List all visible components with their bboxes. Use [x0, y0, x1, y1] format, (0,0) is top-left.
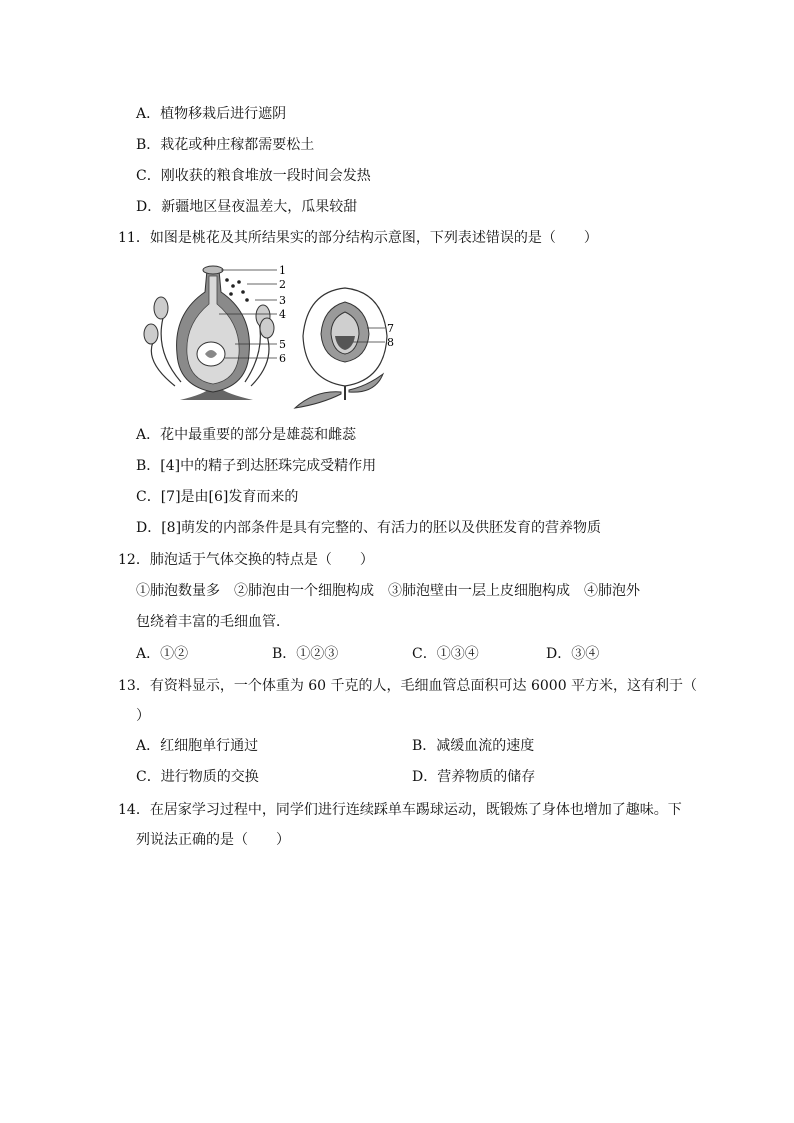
- figure-label-5: 5: [279, 338, 286, 351]
- q12-option-a: A．①②: [136, 646, 189, 662]
- q12-option-c: C．①③④: [412, 646, 479, 662]
- figure-label-3: 3: [279, 294, 286, 307]
- q14-stem-line2: 列说法正确的是（ ）: [136, 832, 290, 848]
- q10-option-a: A．植物移栽后进行遮阴: [136, 106, 287, 122]
- q11-option-d: D．[8]萌发的内部条件是具有完整的、有活力的胚以及供胚发育的营养物质: [136, 520, 602, 536]
- q12-option-b: B．①②③: [272, 646, 339, 662]
- q10-option-c: C．刚收获的粮食堆放一段时间会发热: [136, 168, 371, 184]
- q11-option-b: B．[4]中的精子到达胚珠完成受精作用: [136, 458, 377, 474]
- q12-statements-line1: ①肺泡数量多 ②肺泡由一个细胞构成 ③肺泡壁由一层上皮细胞构成 ④肺泡外: [136, 583, 640, 599]
- figure-label-1: 1: [279, 264, 286, 277]
- figure-label-4: 4: [279, 308, 286, 321]
- q10-option-d: D．新疆地区昼夜温差大，瓜果较甜: [136, 199, 358, 215]
- q13-option-b: B．减缓血流的速度: [412, 738, 535, 754]
- q14-stem-line1: 14．在居家学习过程中，同学们进行连续踩单车踢球运动，既锻炼了身体也增加了趣味。下: [118, 802, 682, 818]
- q11-option-c: C．[7]是由[6]发育而来的: [136, 489, 299, 505]
- q12-option-d: D．③④: [546, 646, 600, 662]
- q13-stem-line2: ）: [136, 708, 150, 724]
- q12-stem: 12．肺泡适于气体交换的特点是（ ）: [118, 552, 374, 568]
- figure-label-8: 8: [387, 336, 394, 349]
- q13-option-d: D．营养物质的储存: [412, 769, 536, 785]
- q11-stem: 11．如图是桃花及其所结果实的部分结构示意图，下列表述错误的是（ ）: [118, 230, 598, 246]
- figure-label-7: 7: [387, 322, 394, 335]
- q13-option-c: C．进行物质的交换: [136, 769, 259, 785]
- q13-stem-line1: 13．有资料显示，一个体重为 60 千克的人，毛细血管总面积可达 6000 平方米，这有利于（: [118, 678, 698, 694]
- q10-option-b: B．栽花或种庄稼都需要松土: [136, 137, 315, 153]
- q12-statements-line2: 包绕着丰富的毛细血管．: [136, 614, 290, 630]
- q11-option-a: A．花中最重要的部分是雄蕊和雌蕊: [136, 427, 357, 443]
- figure-label-6: 6: [279, 352, 286, 365]
- figure-label-2: 2: [279, 278, 286, 291]
- q13-option-a: A．红细胞单行通过: [136, 738, 259, 754]
- peach-flower-fruit-figure: [135, 262, 405, 410]
- stigma: [203, 266, 223, 274]
